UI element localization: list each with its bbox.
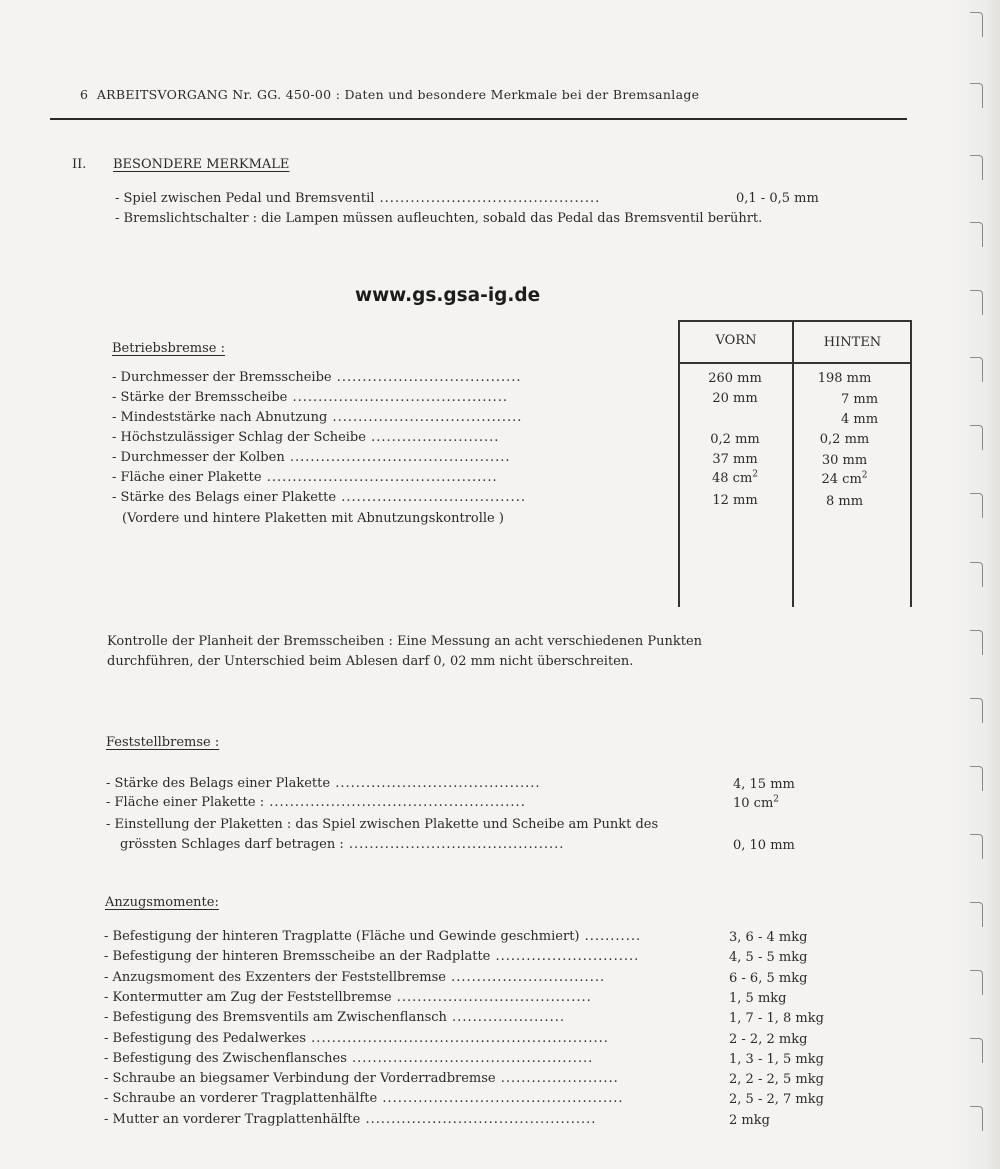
binder-tab	[970, 562, 983, 587]
table-cell-front: 37 mm	[712, 452, 758, 467]
torque-row-value: 1, 7 - 1, 8 mkg	[729, 1011, 824, 1027]
binder-tab	[970, 630, 983, 655]
list-item-label: - Einstellung der Plaketten : das Spiel zwischen Plakette und Scheibe am Punkt des	[106, 817, 659, 832]
table-cell-rear: 24 $cm^2$	[821, 470, 868, 487]
item-label: - Bremslichtschalter : die Lampen müssen aufleuchten, sobald das Pedal das Bremsventil berührt.	[115, 211, 763, 226]
column-header-front: VORN	[715, 333, 757, 348]
torque-row-label: - Mutter an vorderer Tragplattenhälfte .............................................	[104, 1111, 597, 1127]
page-header	[80, 87, 699, 102]
torque-row-value: 2, 2 - 2, 5 mkg	[729, 1072, 824, 1088]
table-cell-rear: 8 mm	[825, 494, 864, 509]
table-note: (Vordere und hintere Plaketten mit Abnutzungskontrolle )	[122, 511, 504, 526]
table-row-label: - Mindeststärke nach Abnutzung .....................................	[112, 410, 523, 425]
binder-tab	[970, 12, 983, 37]
torque-row-label: - Befestigung des Bremsventils am Zwischenflansch ......................	[104, 1010, 565, 1026]
item-label: - Spiel zwischen Pedal und Bremsventil ...........................................	[115, 191, 601, 206]
section-title: Betriebsbremse :	[112, 341, 225, 356]
torque-row-label: - Befestigung des Pedalwerkes ..........................................................	[104, 1030, 609, 1046]
list-item-value: 10 $cm^2$	[733, 794, 780, 811]
table-row-label: - Stärke der Bremsscheibe ..........................................	[112, 390, 509, 405]
binder-tab	[970, 902, 983, 927]
torque-row-label: - Anzugsmoment des Exzenters der Feststellbremse ..............................	[104, 969, 606, 985]
torque-row-label: - Befestigung des Zwischenflansches ...............................................	[104, 1050, 594, 1066]
binder-tab	[970, 970, 983, 995]
table-cell-front: 48 $cm^2$	[711, 469, 759, 486]
table-row-label: - Durchmesser der Bremsscheibe ....................................	[112, 370, 522, 385]
torque-row-value: 6 - 6, 5 mkg	[729, 970, 808, 986]
torque-row-value: 4, 5 - 5 mkg	[729, 950, 808, 966]
torque-row-value: 1, 5 mkg	[729, 990, 787, 1006]
binder-tab	[970, 222, 983, 247]
list-item-label: grössten Schlages darf betragen : ..........................................	[120, 837, 565, 852]
binder-tab	[970, 83, 983, 108]
torque-row-label: - Kontermutter am Zug der Feststellbremse ......................................	[104, 989, 592, 1005]
torque-row-label: - Schraube an vorderer Tragplattenhälfte ...............................................	[104, 1091, 624, 1107]
list-item-label: - Fläche einer Plakette : ..................................................	[106, 795, 526, 810]
binder-tab	[970, 155, 983, 180]
binder-tab	[970, 290, 983, 315]
section-title: BESONDERE MERKMALE	[113, 157, 290, 172]
binder-tab	[970, 766, 983, 791]
section-title: Feststellbremse :	[106, 735, 220, 750]
list-item-label: - Stärke des Belags einer Plakette ........................................	[106, 776, 541, 791]
header-rule	[50, 118, 907, 120]
page-header-title: ARBEITSVORGANG Nr. GG. 450-00 : Daten und besondere Merkmale bei der Bremsanlage	[96, 87, 700, 102]
binder-tab	[970, 493, 983, 518]
table-cell-rear: 4 mm	[840, 412, 879, 427]
section-title: Anzugsmomente:	[105, 895, 219, 910]
table-cell-rear: 0,2 mm	[819, 432, 870, 447]
binder-tab	[970, 425, 983, 450]
list-item-value: 4, 15 mm	[733, 777, 795, 792]
table-cell-front: 12 mm	[712, 493, 758, 508]
table-cell-rear: 30 mm	[821, 453, 868, 468]
table-cell-front: 0,2 mm	[710, 432, 760, 447]
binder-tab	[970, 698, 983, 723]
torque-row-value: 2 mkg	[729, 1112, 770, 1128]
watermark-url: www.gs.gsa-ig.de	[355, 285, 541, 306]
torque-row-value: 3, 6 - 4 mkg	[729, 930, 808, 945]
binder-tab	[970, 357, 983, 382]
torque-row-label: - Befestigung der hinteren Bremsscheibe an der Radplatte ............................	[104, 949, 640, 965]
table-row-label: - Stärke des Belags einer Plakette ....................................	[112, 490, 526, 505]
column-header-rear: HINTEN	[823, 335, 882, 350]
table-row-label: - Höchstzulässiger Schlag der Scheibe .........................	[112, 430, 500, 445]
paragraph-line: Kontrolle der Planheit der Bremsscheiben : Eine Messung an acht verschiedenen Punkten	[107, 634, 703, 649]
table-cell-front: 260 mm	[708, 371, 762, 386]
table-cell-rear: 7 mm	[840, 392, 879, 407]
table-row-label: - Fläche einer Plakette .............................................	[112, 470, 498, 485]
torque-row-value: 1, 3 - 1, 5 mkg	[729, 1051, 824, 1067]
list-item-value: 0, 10 mm	[733, 838, 795, 853]
binder-tab	[970, 1038, 983, 1063]
binder-tab	[970, 834, 983, 859]
torque-row-value: 2, 5 - 2, 7 mkg	[729, 1092, 824, 1108]
table-cell-front: 20 mm	[712, 391, 758, 406]
table-row-label: - Durchmesser der Kolben ...........................................	[112, 450, 511, 465]
table-cell-rear: 198 mm	[817, 371, 872, 386]
torque-row-value: 2 - 2, 2 mkg	[729, 1031, 808, 1047]
torque-row-label: - Schraube an biegsamer Verbindung der Vorderradbremse .......................	[104, 1071, 619, 1087]
section-number: II.	[72, 157, 87, 172]
torque-row-label: - Befestigung der hinteren Tragplatte (Fläche und Gewinde geschmiert) ...........	[104, 929, 642, 944]
paragraph-line: durchführen, der Unterschied beim Ablesen darf 0, 02 mm nicht überschreiten.	[107, 654, 634, 669]
page-number: 6	[80, 87, 89, 102]
binder-tab	[970, 1106, 983, 1131]
item-value: 0,1 - 0,5 mm	[736, 191, 819, 206]
